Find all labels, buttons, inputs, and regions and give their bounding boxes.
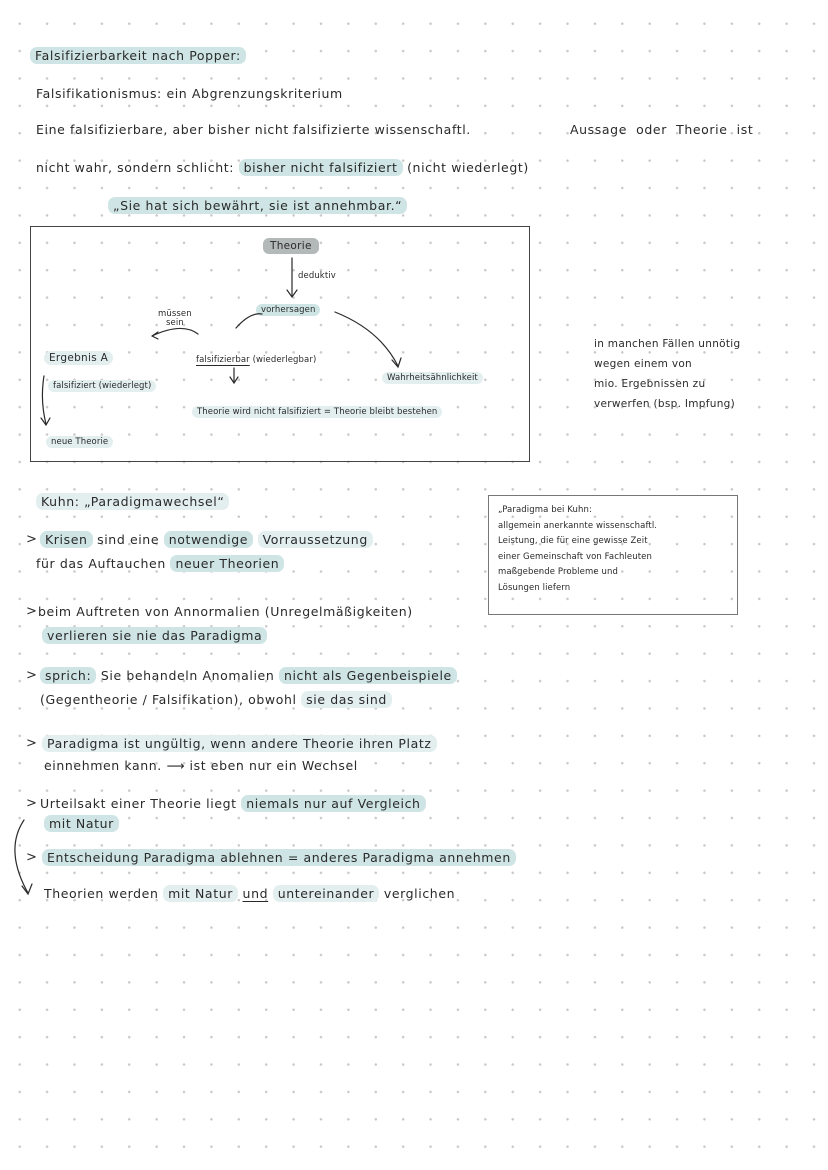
kuhn-bullet-4: Paradigma ist ungültig, wenn andere Theorie ihren Platz: [42, 736, 437, 752]
bullet-arrow-1: >: [26, 532, 37, 547]
deduktiv-label: deduktiv: [298, 271, 336, 281]
arrow-neue-theorie: [42, 376, 46, 424]
kuhn-title: Kuhn: „Paradigmawechsel“: [36, 494, 229, 510]
kuhn-bullet-7: Theorien werden mit Natur und untereinander verglichen: [44, 886, 456, 901]
kuhn-bullet-5b: mit Natur: [44, 816, 119, 832]
falsifizierbar-label: falsifizierbar (wiederlegbar): [196, 355, 317, 365]
popper-line3: nicht wahr, sondern schlicht: bisher nicht falsifiziert (nicht wiederlegt): [36, 160, 529, 175]
neue-theorie-label: neue Theorie: [46, 434, 113, 450]
falsifikationismus-line: Falsifikationismus: ein Abgrenzungskriterium: [36, 86, 343, 101]
bullet-arrow-6: >: [26, 850, 37, 865]
arrow-muessen-sein: [152, 328, 198, 336]
bullet-arrow-3: >: [26, 668, 37, 683]
kuhn-bullet-5: Urteilsakt einer Theorie liegt niemals nur auf Vergleich: [40, 796, 426, 812]
arrow-wahrheit: [335, 312, 398, 366]
theorie-label: Theorie: [263, 238, 319, 254]
popper-quote: „Sie hat sich bewährt, sie ist annehmbar.“: [108, 198, 407, 214]
kuhn-bullet-2: beim Auftreten von Annormalien (Unregelmäßigkeiten): [38, 604, 413, 619]
popper-title: Falsifizierbarkeit nach Popper:: [30, 48, 246, 64]
kuhn-bullet-1b: für das Auftauchen neuer Theorien: [36, 556, 284, 572]
bullet-arrow-5: >: [26, 796, 37, 811]
arrow-vorhersagen-left: [236, 314, 262, 328]
wahrheitsaehnlichkeit-label: Wahrheitsähnlichkeit: [382, 370, 483, 386]
paradigma-definition-text: „Paradigma bei Kuhn: allgemein anerkannte wissenschaftl. Leistung, die für eine gewisse Zeit einer Gemeinschaft von Fachleuten maßgebende Probleme und Lösungen liefern: [498, 505, 658, 593]
kuhn-bullet-3b: (Gegentheorie / Falsifikation), obwohl sie das sind: [40, 692, 392, 708]
ergebnis-a-label: Ergebnis A: [44, 350, 113, 366]
popper-line2-end: Aussage oder Theorie ist: [570, 122, 754, 137]
popper-line2: Eine falsifizierbare, aber bisher nicht falsifizierte wissenschaftl.: [36, 122, 471, 137]
vorhersagen-label: vorhersagen: [256, 302, 320, 318]
bisher-nicht-falsifiziert-highlight: bisher nicht falsifiziert: [239, 159, 403, 176]
kuhn-bullet-4b: einnehmen kann. ⟶ ist eben nur ein Wechsel: [44, 758, 358, 773]
bracket-bullets-5-7: [15, 820, 28, 893]
side-note: in manchen Fällen unnötig wegen einem von mio. Ergebnissen zu verwerfen (bsp. Impfung): [594, 338, 741, 410]
muessen-sein-label: müssen sein: [158, 309, 192, 328]
bullet-arrow-2: >: [26, 604, 37, 619]
falsifiziert-label: falsifiziert (wiederlegt): [48, 378, 156, 394]
kuhn-bullet-6: Entscheidung Paradigma ablehnen = anderes Paradigma annehmen: [42, 850, 516, 866]
kuhn-bullet-1: Krisen sind eine notwendige Vorraussetzung: [40, 532, 373, 548]
theorie-bleibt-bestehen-label: Theorie wird nicht falsifiziert = Theorie bleibt bestehen: [192, 404, 442, 420]
kuhn-bullet-2b: verlieren sie nie das Paradigma: [42, 628, 267, 644]
kuhn-bullet-3: sprich: Sie behandeln Anomalien nicht als Gegenbeispiele: [40, 668, 457, 684]
bullet-arrow-4: >: [26, 736, 37, 751]
